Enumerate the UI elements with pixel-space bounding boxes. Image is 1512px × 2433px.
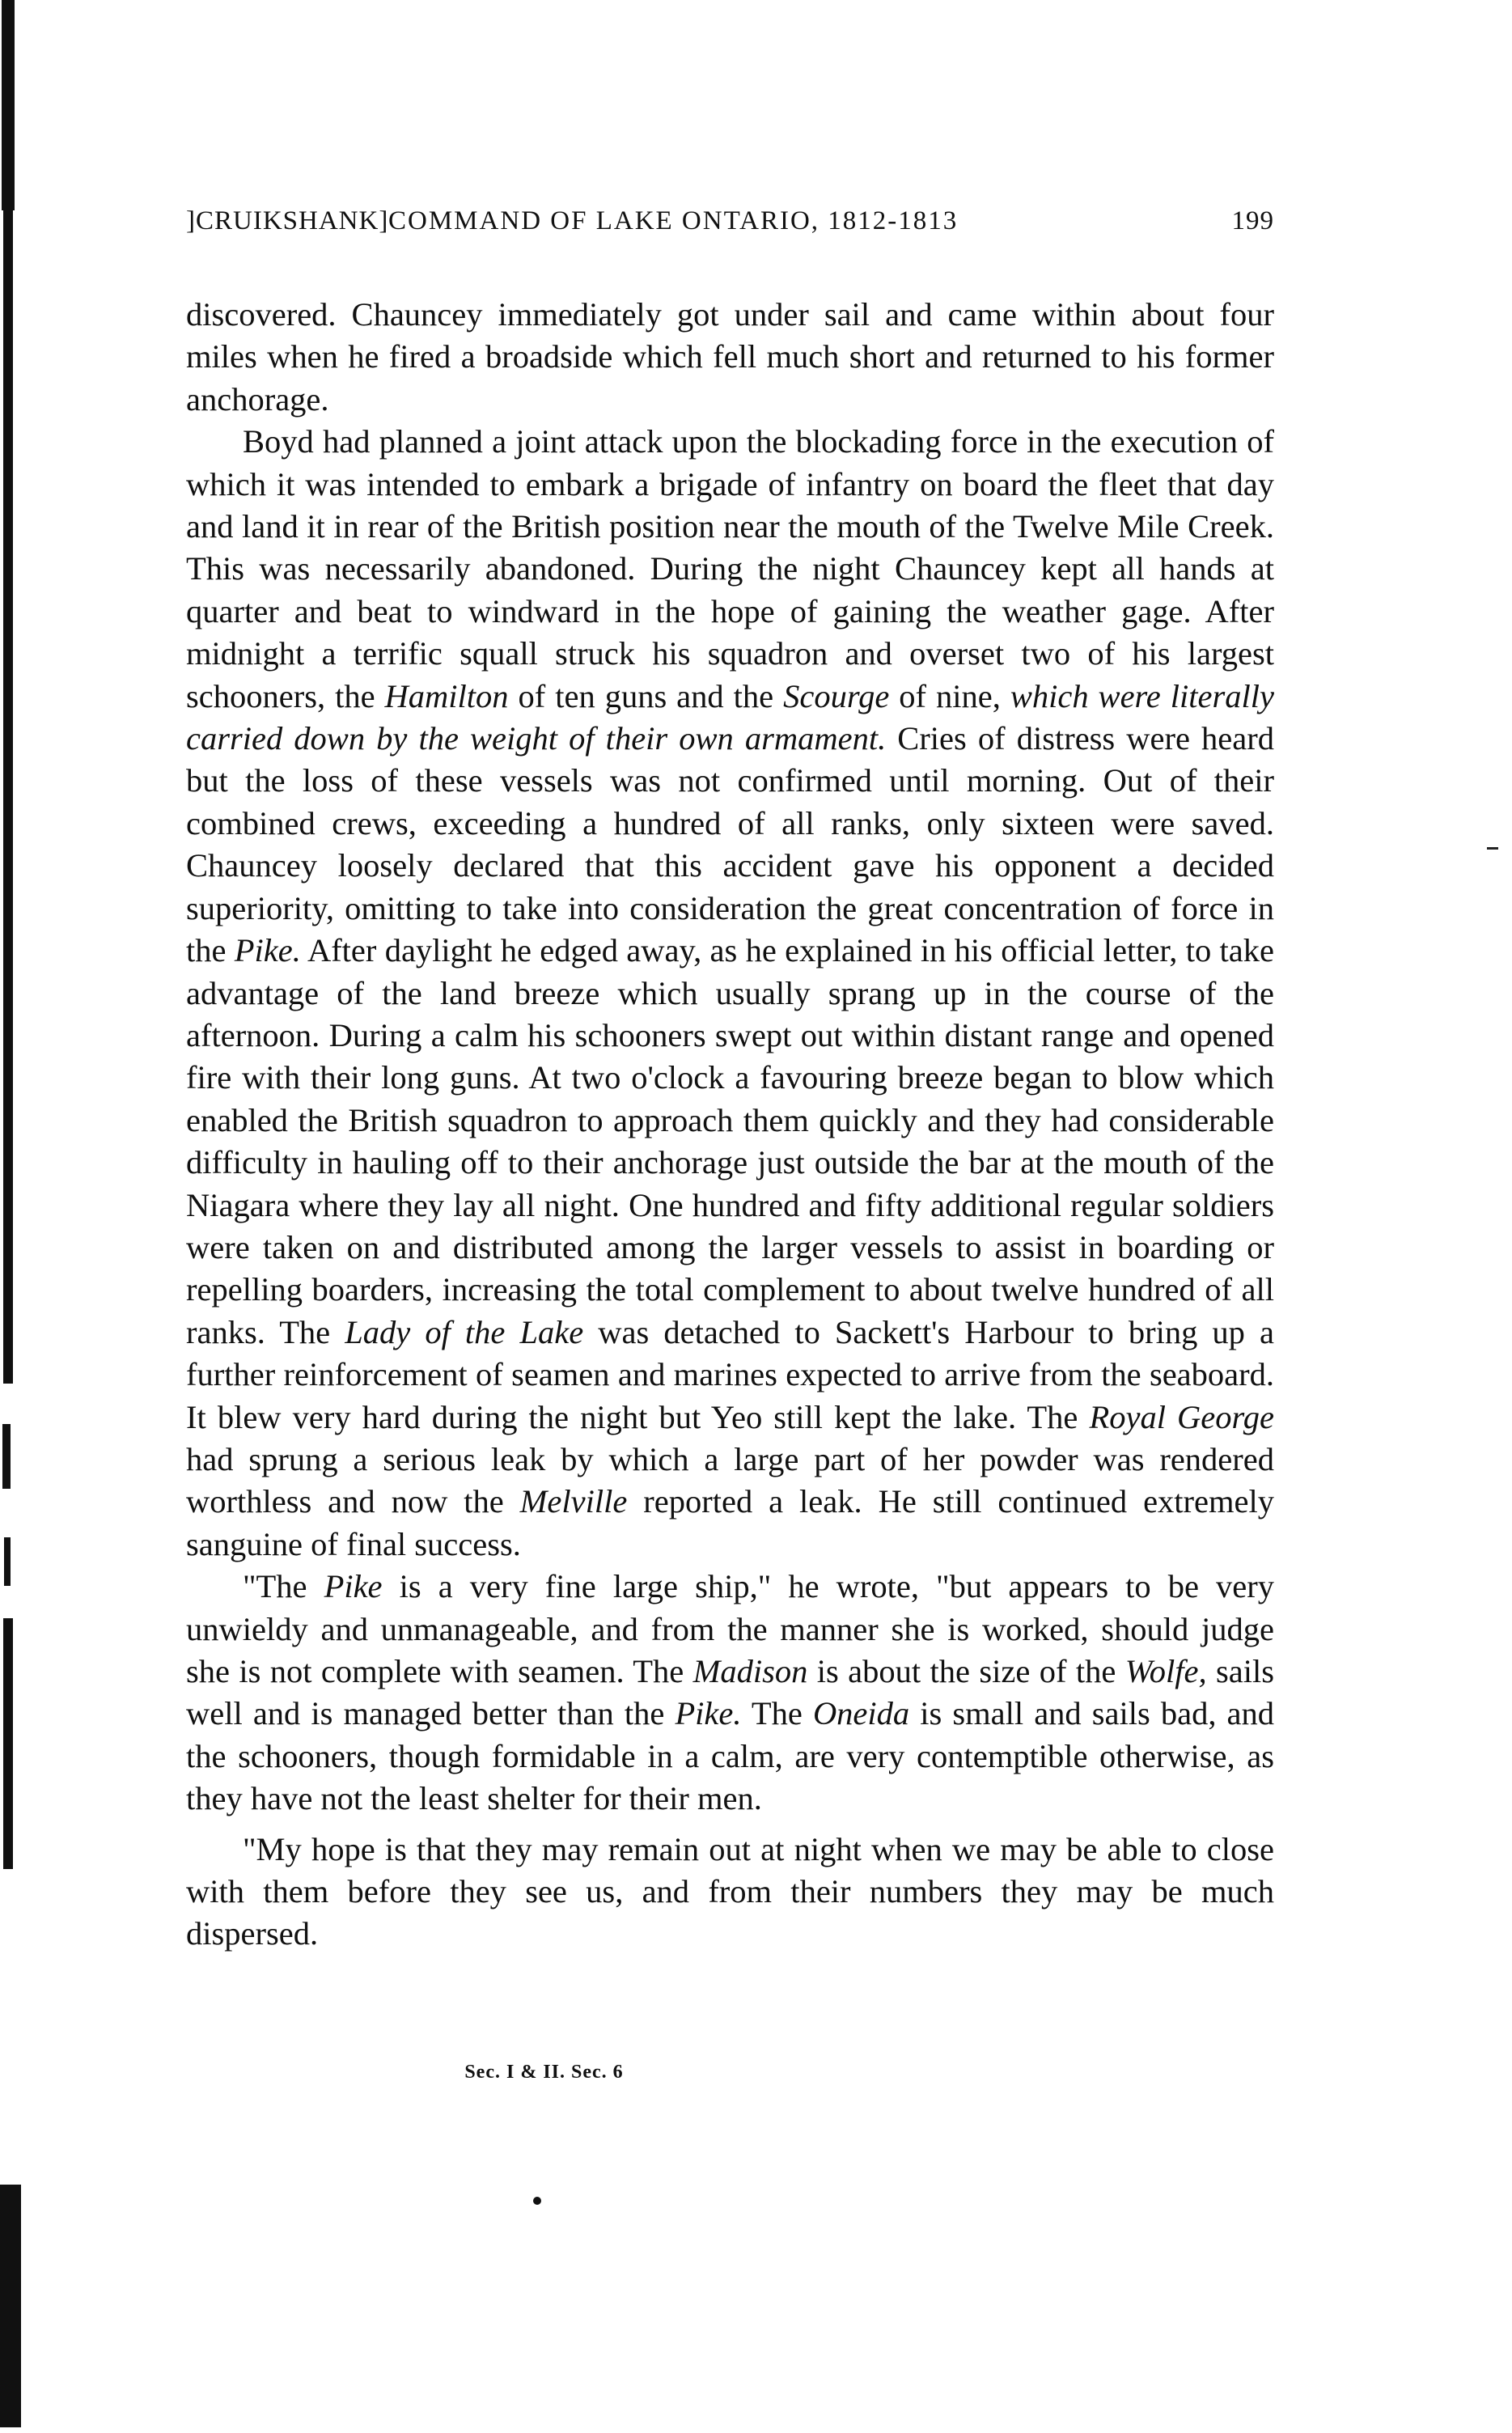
signature-mark: Sec. I & II. Sec. 6 bbox=[464, 2062, 624, 2083]
page-number: 199 bbox=[1231, 206, 1274, 235]
text-run: Boyd had planned a joint attack upon the blockading force in the execution of which it was intended to embark a brigade of infantry on board the fleet that day and land it in rear of the British position near the mouth of the Twelve Mile Creek. This was necessarily abandoned. During the night Chauncey kept all hands at quarter and beat to windward in the hope of gaining the weather gage. After midnight a terrific squall struck his squadron and overset two of his largest schooners, the bbox=[186, 423, 1274, 714]
italic-text: Oneida bbox=[812, 1695, 910, 1732]
text-run: "The bbox=[243, 1568, 324, 1605]
paragraph bbox=[186, 1566, 1274, 1820]
stray-mark bbox=[1487, 847, 1498, 850]
italic-text: Melville bbox=[519, 1483, 628, 1520]
italic-text: Pike. bbox=[234, 932, 301, 969]
running-head-title: COMMAND OF LAKE ONTARIO, 1812-1813 bbox=[388, 206, 959, 235]
text-run: "My hope is that they may remain out at night when we may be able to close with them before they see us, and from their numbers they may be much dispersed. bbox=[186, 1830, 1274, 1952]
italic-text: Wolfe, bbox=[1124, 1653, 1207, 1689]
stray-dot bbox=[533, 2197, 541, 2205]
italic-text: Hamilton bbox=[384, 677, 509, 714]
text-run: Cries of distress were heard but the loss of these vessels was not confirmed until morning. Out of their combined crews, exceeding a hundred of all ranks, only sixteen were saved. Chauncey loosely declared that this accident gave his opponent a decided superiority, omitting to take into consideration the great concentration of force in the bbox=[186, 720, 1274, 969]
italic-text: Royal George bbox=[1089, 1398, 1274, 1435]
text-run: The bbox=[741, 1695, 813, 1732]
italic-text: Lady of the Lake bbox=[345, 1313, 584, 1350]
italic-text: Madison bbox=[692, 1653, 808, 1689]
text-run: is about the size of the bbox=[807, 1653, 1125, 1689]
paragraph bbox=[186, 1829, 1274, 1956]
text-run: sails well and is managed better than the bbox=[186, 1653, 1274, 1732]
text-run: was detached to Sackett's Harbour to bring up a further reinforcement of seamen and marines expected to arrive from the seaboard. It blew very hard during the night but Yeo still kept the lake. The bbox=[186, 1313, 1274, 1435]
text-run: is a very fine large ship," he wrote, "but appears to be very unwieldy and unmanageable, and from the manner she is worked, should judge she is not complete with seamen. The bbox=[186, 1568, 1274, 1689]
paragraph bbox=[186, 294, 1274, 421]
italic-text: which were literally carried down by the weight of their own armament. bbox=[186, 677, 1274, 757]
running-head bbox=[186, 206, 1274, 255]
text-run: After daylight he edged away, as he explained in his official letter, to take advantage of the land breeze which usually sprang up in the course of the afternoon. During a calm his schooners swept out within distant range and opened fire with their long guns. At two o'clock a favouring breeze began to blow which enabled the British squadron to approach them quickly and they had considerable difficulty in hauling off to their anchorage just outside the bar at the mouth of the Niagara where they lay all night. One hundred and fifty additional regular soldiers were taken on and distributed among the larger vessels to assist in boarding or repelling boarders, increasing the total complement to about twelve hundred of all ranks. The bbox=[186, 932, 1274, 1350]
text-run: of nine, bbox=[889, 677, 1010, 714]
text-run: reported a leak. He still continued extremely sanguine of final success. bbox=[186, 1483, 1274, 1562]
text-run: had sprung a serious leak by which a large part of her powder was rendered worthless and now the bbox=[186, 1440, 1274, 1520]
italic-text: Pike bbox=[324, 1568, 383, 1605]
text-run: is small and sails bad, and the schooners, though formidable in a calm, are very contemptible otherwise, as they have not the least shelter for their men. bbox=[186, 1695, 1275, 1817]
text-run: discovered. Chauncey immediately got under sail and came within about four miles when he fired a broadside which fell much short and returned to his former anchorage. bbox=[186, 296, 1274, 418]
book-page bbox=[186, 206, 1274, 1956]
running-head-author: ]CRUIKSHANK] bbox=[186, 206, 389, 235]
italic-text: Pike. bbox=[675, 1695, 742, 1732]
text-run: of ten guns and the bbox=[508, 677, 784, 714]
italic-text: Scourge bbox=[783, 677, 890, 714]
body-text bbox=[186, 294, 1274, 1956]
paragraph bbox=[186, 421, 1274, 1566]
